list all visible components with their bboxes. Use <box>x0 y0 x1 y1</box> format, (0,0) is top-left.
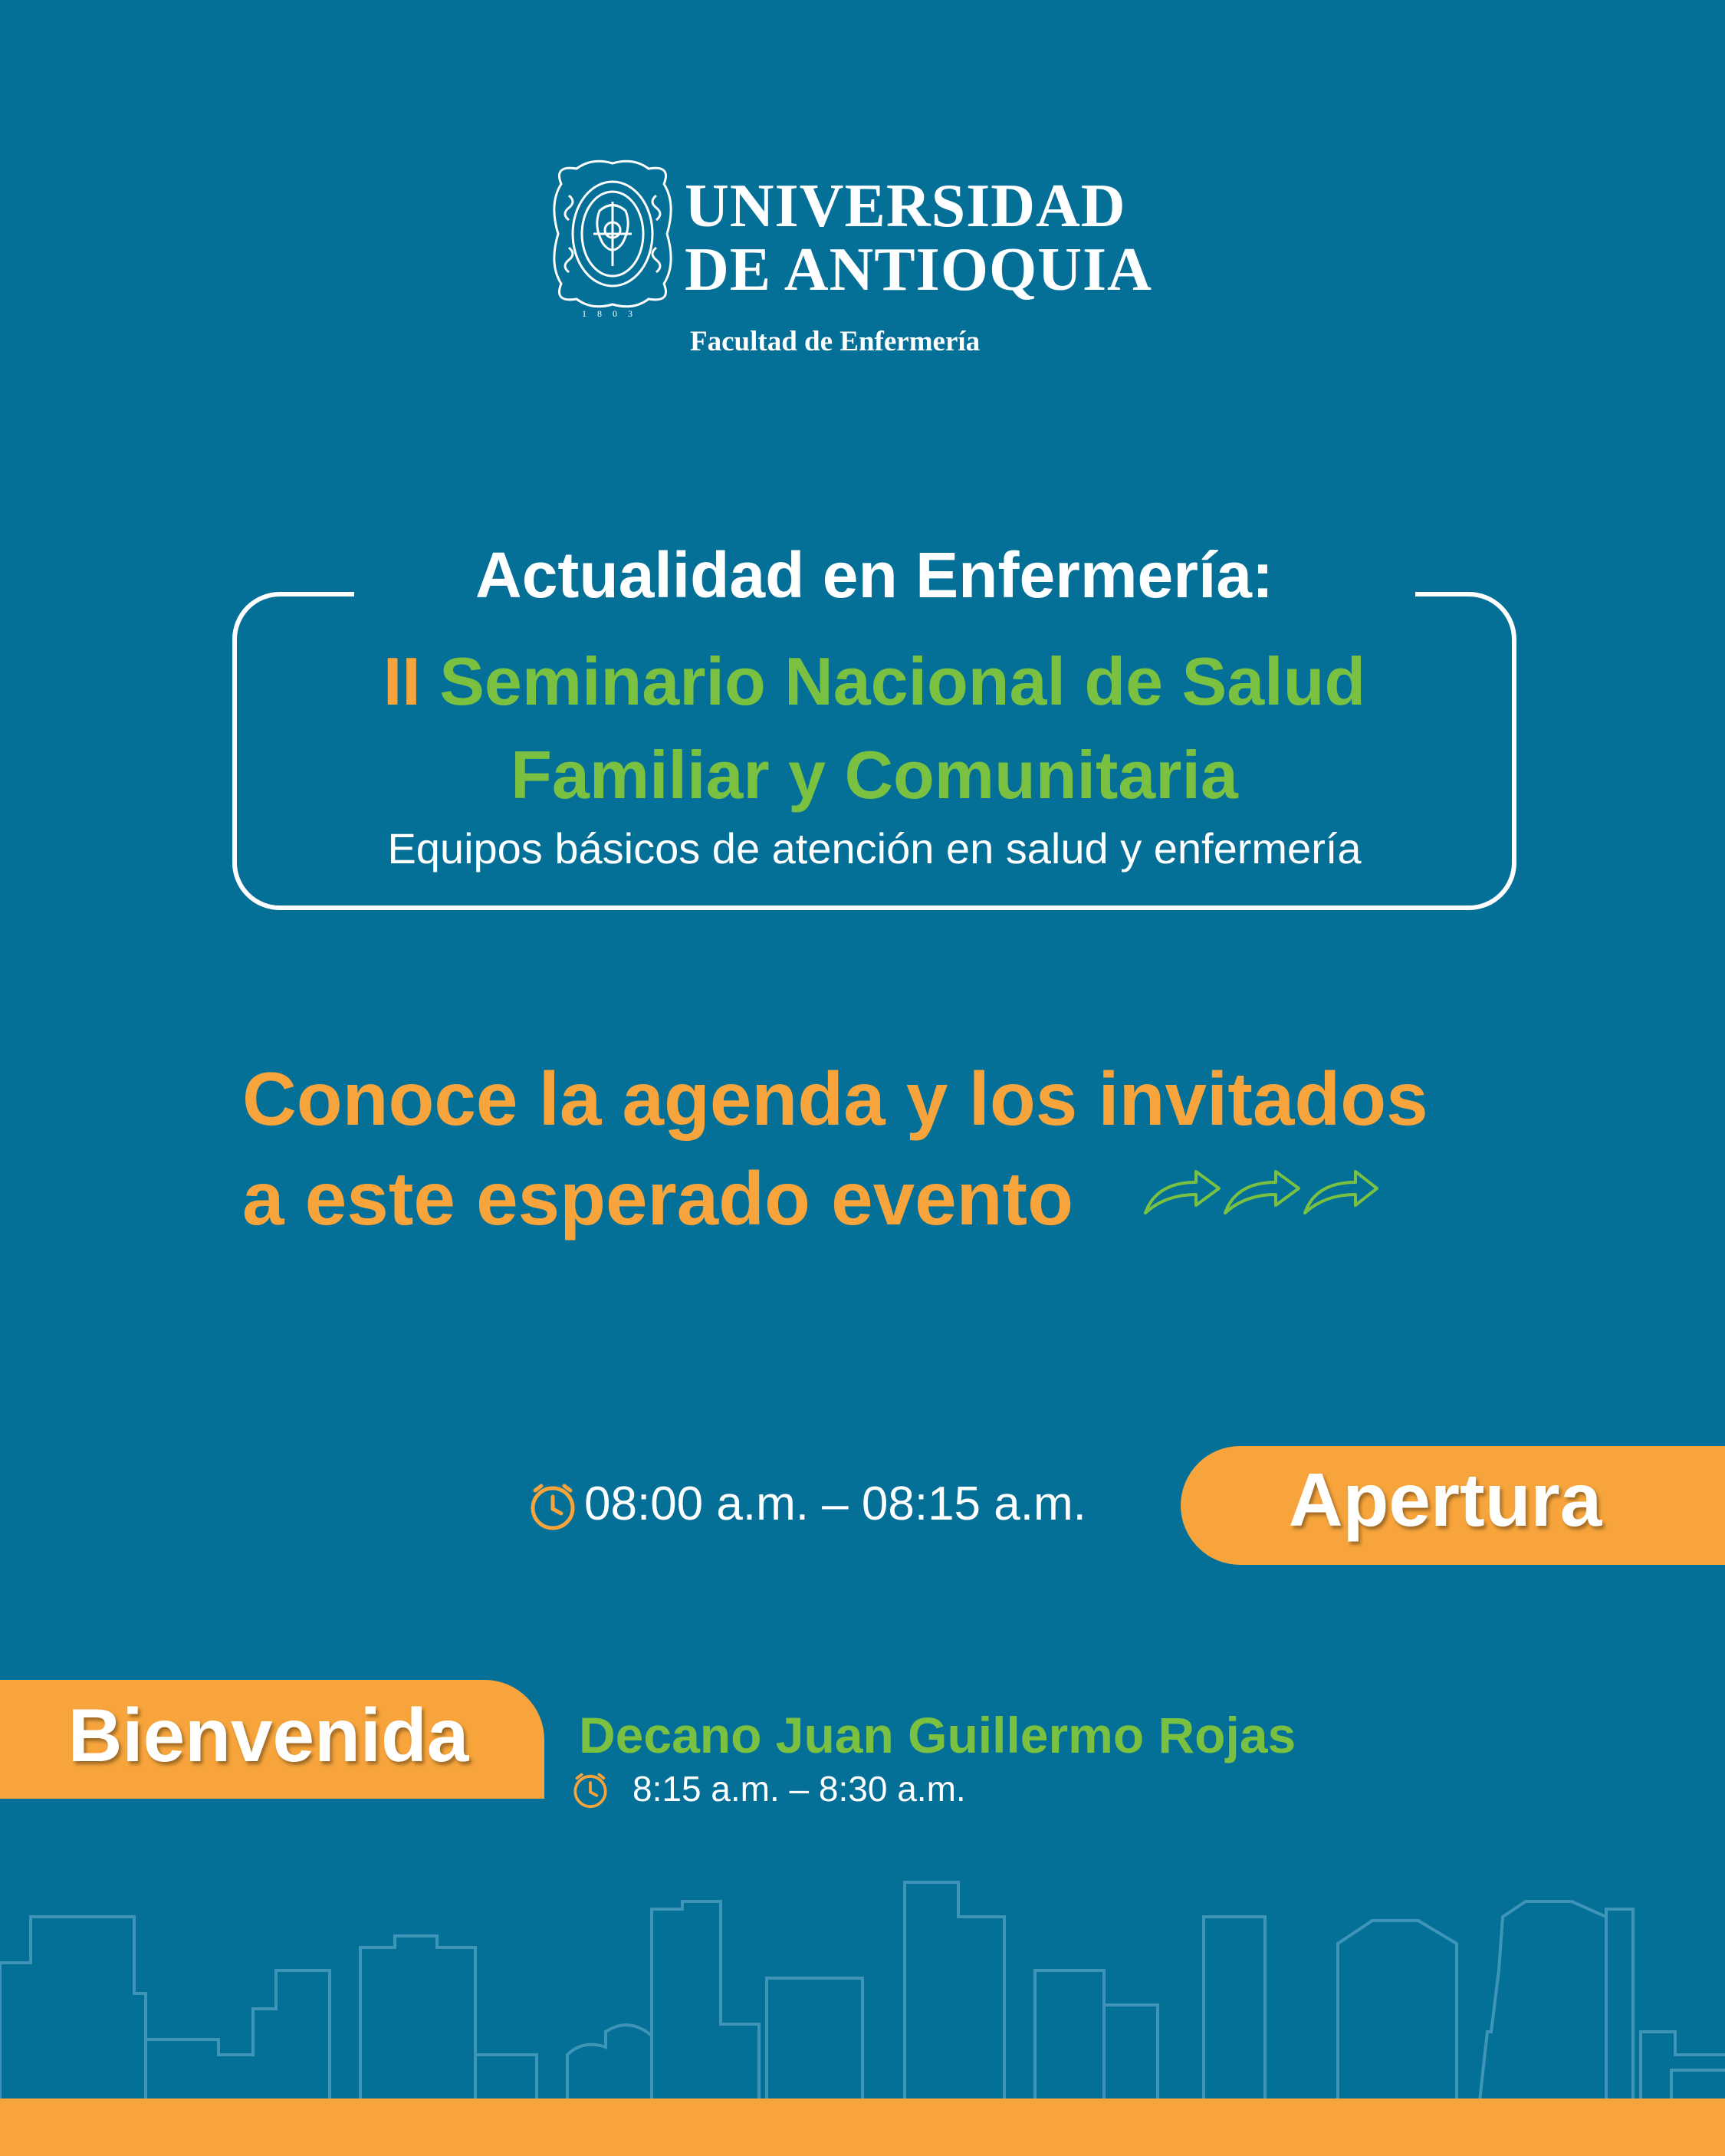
university-seal-icon <box>546 157 679 311</box>
bienvenida-label: Bienvenida <box>67 1693 469 1777</box>
university-name-line1: UNIVERSIDAD <box>685 173 1126 240</box>
university-name-line2: DE ANTIOQUIA <box>685 236 1152 304</box>
city-skyline-decoration <box>0 1871 1725 2101</box>
speaker-name: Decano Juan Guillermo Rojas <box>579 1707 1296 1763</box>
seminar-title-line1 <box>232 643 1516 721</box>
bottom-accent-bar <box>0 2098 1725 2156</box>
apertura-label: Apertura <box>1288 1458 1602 1542</box>
seminar-ordinal: II <box>383 643 421 719</box>
event-series-title: Actualidad en Enfermería: <box>475 539 1273 611</box>
seminar-title-text: Seminario Nacional de Salud <box>439 643 1366 719</box>
apertura-time: 08:00 a.m. – 08:15 a.m. <box>584 1477 1086 1530</box>
forward-arrows-icon <box>1142 1165 1380 1219</box>
bienvenida-time: 8:15 a.m. – 8:30 a.m. <box>632 1769 966 1809</box>
seminar-title-line2: Familiar y Comunitaria <box>511 737 1238 813</box>
seminar-subtitle: Equipos básicos de atención en salud y enfermería <box>387 824 1362 873</box>
faculty-name: Facultad de Enfermería <box>690 326 981 357</box>
cta-line2: a este esperado evento <box>242 1156 1073 1241</box>
clock-icon <box>571 1771 610 1809</box>
seal-year: 1803 <box>582 308 643 319</box>
clock-icon <box>527 1481 578 1532</box>
cta-line1: Conoce la agenda y los invitados <box>242 1057 1428 1141</box>
